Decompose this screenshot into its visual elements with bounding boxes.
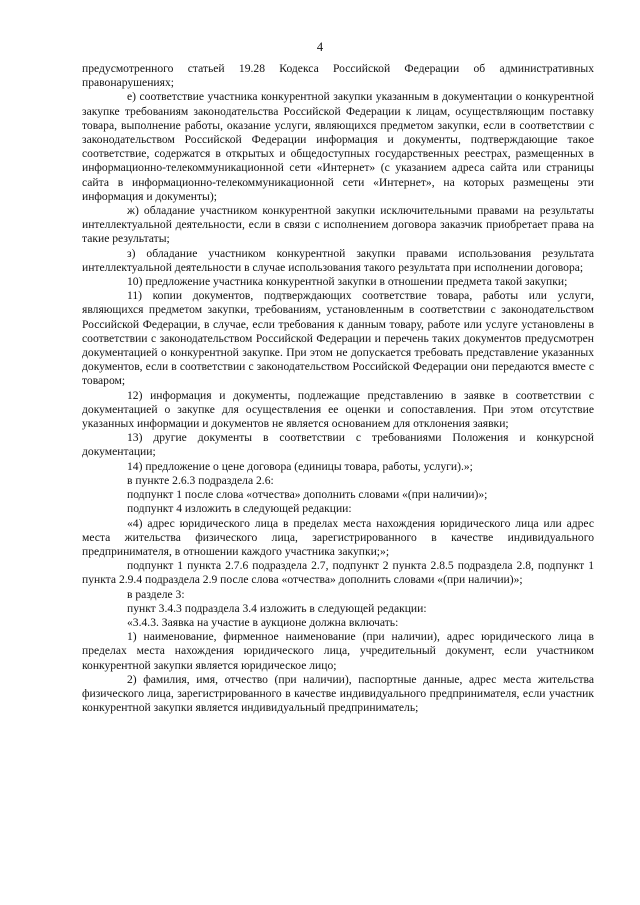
paragraph: ж) обладание участником конкурентной закупки исключительными правами на результаты интеллектуальной деятельности, если в связи с исполнением договора заказчик приобретает права на такие результаты; [82,204,594,246]
paragraph: 1) наименование, фирменное наименование (при наличии), адрес юридического лица в пределах места нахождения юридического лица, учредительный документ, если участником конкурентной закупки является юридическое лицо; [82,630,594,672]
paragraph: 11) копии документов, подтверждающих соответствие товара, работы или услуги, являющихся предметом закупки, требованиям, установленным в соответствии с законодательством Российской Федерации, в случае, если требования к данным товару, работе или услуге установлены в соответствии с законодательством Российской Федерации и перечень таких документов предусмотрен документацией о конкурентной закупке. При этом не допускается требовать представление указанных документов, если в соответствии с законодательством Российской Федерации они передаются вместе с товаром; [82,289,594,388]
paragraph: в пункте 2.6.3 подраздела 2.6: [127,473,274,487]
paragraph: подпункт 4 изложить в следующей редакции: [127,502,352,516]
page-number: 4 [316,40,324,54]
paragraph: 10) предложение участника конкурентной закупки в отношении предмета такой закупки; [127,275,568,289]
paragraph: предусмотренного статьей 19.28 Кодекса Российской Федерации об административных правонарушениях; [82,62,594,90]
paragraph: «3.4.3. Заявка на участие в аукционе должна включать: [127,615,399,629]
paragraph: 2) фамилия, имя, отчество (при наличии), паспортные данные, адрес места жительства физического лица, зарегистрированного в качестве индивидуального предпринимателя, если участник конкурентной закупки является индивидуальный предприниматель; [82,672,594,715]
paragraph: подпункт 1 после слова «отчества» дополнить словами «(при наличии)»; [127,488,488,502]
paragraph: 13) другие документы в соответствии с требованиями Положения и конкурсной документации; [82,431,594,459]
paragraph: в разделе 3: [127,587,185,601]
paragraph: пункт 3.4.3 подраздела 3.4 изложить в следующей редакции: [127,601,427,615]
paragraph: 14) предложение о цене договора (единицы товара, работы, услуги).»; [127,459,473,473]
paragraph: з) обладание участником конкурентной закупки правами использования результата интеллектуальной деятельности в случае использования такого результата при исполнении договора; [82,246,594,274]
paragraph: е) соответствие участника конкурентной закупки указанным в документации о конкурентной закупке требованиям законодательства Российской Федерации к лицам, осуществляющим поставку товара, выполнение работы, оказание услуги, являющихся предметом закупки, если в соответствии с законодательством Российской Федерации информация и документы, подтверждающие такое соответствие, содержатся в открытых и общедоступных государственных реестрах, размещенных в информационно-телекоммуникационной сети «Интернет» (с указанием адреса сайта или страницы сайта в информационно-телекоммуникационной сети «Интернет», на которых размещены эти информация и документы); [82,90,594,203]
paragraph: подпункт 1 пункта 2.7.6 подраздела 2.7, подпункт 2 пункта 2.8.5 подраздела 2.8, подпункт 1 пункта 2.9.4 подраздела 2.9 после слова «отчества» дополнить словами «(при наличии)»; [82,559,594,587]
paragraph: «4) адрес юридического лица в пределах места нахождения юридического лица или адрес места жительства физического лица, зарегистрированного в качестве индивидуального предпринимателя, в отношении каждого участника закупки;»; [82,516,594,558]
document-body [82,62,594,715]
paragraph: 12) информация и документы, подлежащие представлению в заявке в соответствии с документацией о закупке для осуществления ее оценки и сопоставления. При этом отсутствие указанных информации и документов не является основанием для отклонения заявки; [82,388,594,431]
